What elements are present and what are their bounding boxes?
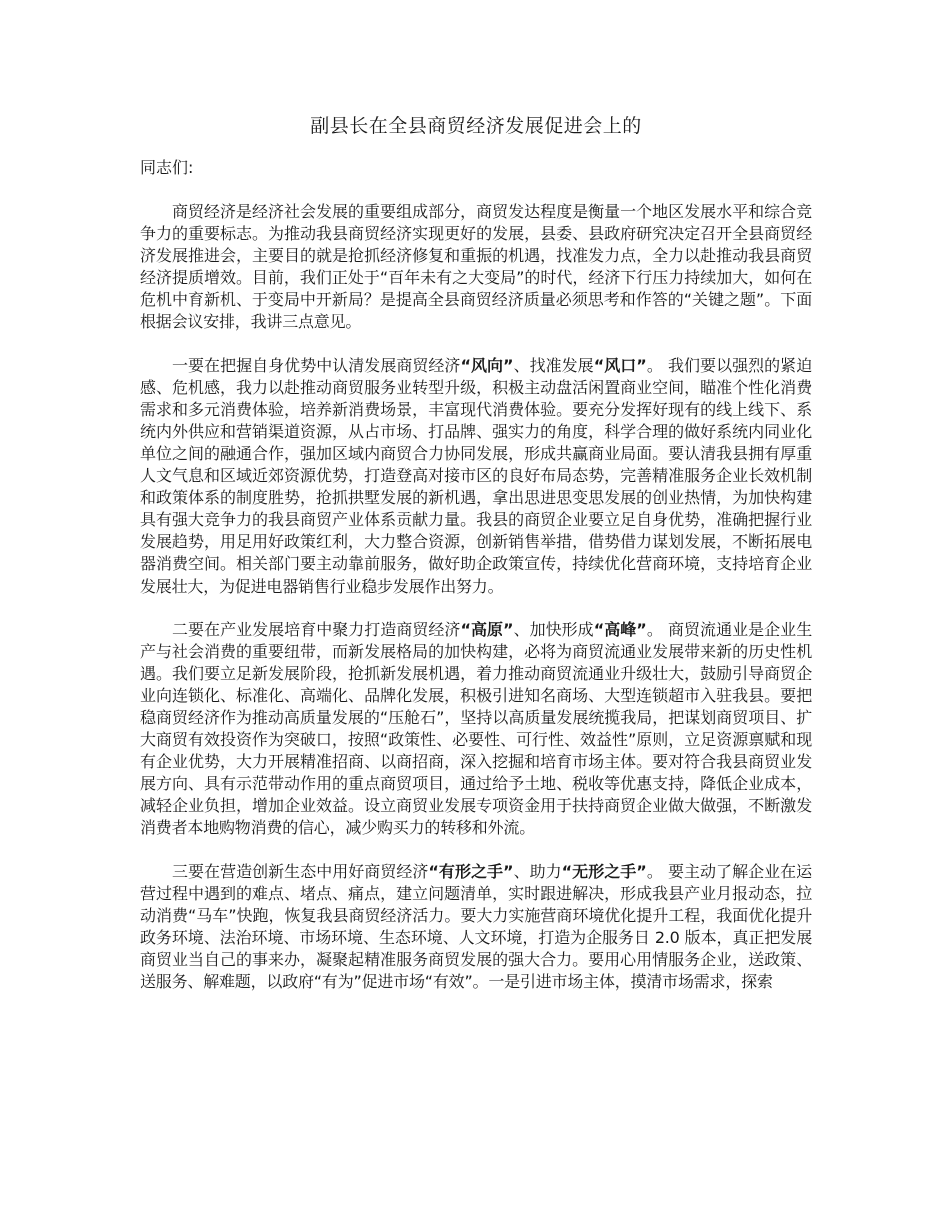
paragraph-intro xyxy=(140,201,812,334)
emphasis-term: “无形之手” xyxy=(561,861,647,881)
paragraph-text: 商贸经济是经济社会发展的重要组成部分，商贸发达程度是衡量一个地区发展水平和综合竞争力的重要标志。为推动我县商贸经济实现更好的发展，县委、县政府研究决定召开全县商贸经济发展推进会，主要目的就是抢抓经济修复和重振的机遇，找准发力点，全力以赴推动我县商贸经济提质增效。目前，我们正处于“百年未有之大变局”的时代，经济下行压力持续加大，如何在危机中育新机、于变局中开新局？是提高全县商贸经济质量必须思考和作答的“关键之题”。下面根据会议安排，我讲三点意见。 xyxy=(140,202,812,332)
paragraph-point-3 xyxy=(140,861,812,994)
paragraph-lead: 一要在把握自身优势中认清发展商贸经济“风向”、找准发展“风口”。 xyxy=(172,355,663,375)
paragraph-text: 商贸流通业是企业生产与社会消费的重要纽带，而新发展格局的加快构建，必将为商贸流通业发展带来新的历史性机遇。我们要立足新发展阶段，抢抓新发展机遇，着力推动商贸流通业升级壮大，鼓励引导商贸企业向连锁化、标准化、高端化、品牌化发展，积极引进知名商场、大型连锁超市入驻我县。要把稳商贸经济作为推动高质量发展的“压舱石”，坚持以高质量发展统揽我局，把谋划商贸项目、扩大商贸有效投资作为突破口，按照“政策性、必要性、可行性、效益性”原则，立足资源禀赋和现有企业优势，大力开展精准招商、以商招商，深入挖掘和培育市场主体。要对符合我县商贸业发展方向、具有示范带动作用的重点商贸项目，通过给予土地、税收等优惠支持，降低企业成本，减轻企业负担，增加企业效益。设立商贸业发展专项资金用于扶持商贸企业做大做强，不断激发消费者本地购物消费的信心，减少购买力的转移和外流。 xyxy=(140,619,812,838)
paragraph-lead: 三要在营造创新生态中用好商贸经济“有形之手”、助力“无形之手”。 xyxy=(172,861,663,881)
salutation: 同志们: xyxy=(140,158,194,177)
emphasis-term: “风口” xyxy=(593,355,647,375)
paragraph-point-1 xyxy=(140,355,812,598)
paragraph-text: 要主动了解企业在运营过程中遇到的难点、堵点、痛点，建立问题清单，实时跟进解决，形成我县产业月报动态，拉动消费“马车”快跑，恢复我县商贸经济活力。要大力实施营商环境优化提升工程，我面优化提升政务环境、法治环境、市场环境、生态环境、人文环境，打造为企服务日 2.0 版本，真正把发展商贸业当自己的事来办，凝聚起精准服务商贸发展的强大合力。要用心用情服务企业，送政策、送服务、解难题，以政府“有为”促进市场“有效”。一是引进市场主体，摸清市场需求，探索 xyxy=(140,861,812,991)
paragraph-lead: 二要在产业发展培育中聚力打造商贸经济“高原”、加快形成“高峰”。 xyxy=(172,619,663,639)
emphasis-term: “有形之手” xyxy=(428,861,514,881)
paragraph-text: 我们要以强烈的紧迫感、危机感，我力以赴推动商贸服务业转型升级，积极主动盘活闲置商业空间，瞄准个性化消费需求和多元消费体验，培养新消费场景，丰富现代消费体验。要充分发挥好现有的线上线下、系统内外供应和营销渠道资源，从占市场、打品牌、强实力的角度，科学合理的做好系统内同业化单位之间的融通合作，强加区域内商贸合力协同发展，形成共赢商业局面。要认清我县拥有厚重人文气息和区域近郊资源优势，打造登高对接市区的良好布局态势，完善精准服务企业长效机制和政策体系的制度胜势，抢抓拱墅发展的新机遇，拿出思进思变思发展的创业热情，为加快构建具有强大竞争力的我县商贸产业体系贡献力量。我县的商贸企业要立足自身优势，准确把握行业发展趋势，用足用好政策红利，大力整合资源，创新销售举措，借势借力谋划发展，不断拓展电器消费空间。相关部门要主动靠前服务，做好助企政策宣传，持续优化营商环境，支持培育企业发展壮大，为促进电器销售行业稳步发展作出努力。 xyxy=(140,355,812,596)
emphasis-term: “高原” xyxy=(460,619,514,639)
emphasis-term: “风向” xyxy=(460,355,514,375)
paragraph-point-2 xyxy=(140,619,812,840)
page-title: 副县长在全县商贸经济发展促进会上的 xyxy=(310,115,642,137)
document-page xyxy=(140,112,812,1014)
emphasis-term: “高峰” xyxy=(593,619,647,639)
